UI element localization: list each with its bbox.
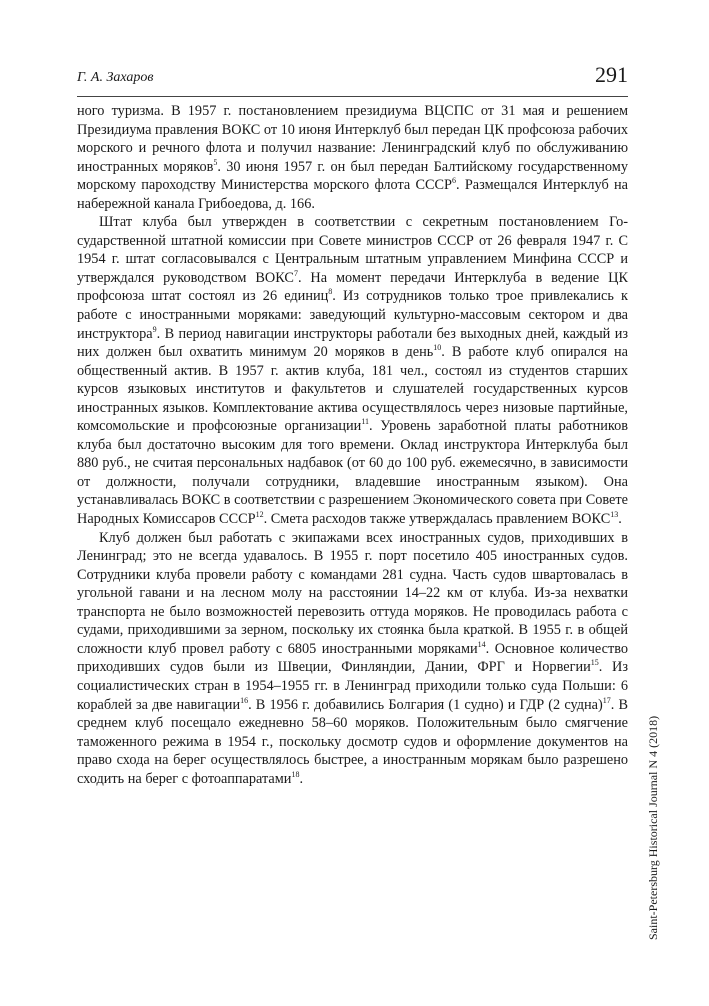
paragraph-text: . Из социалистических стран в 1954–1955 гг. в Ленинград приходили только суда Польши: 6 кораблей за две навигации bbox=[77, 659, 628, 713]
footnote-ref: 17 bbox=[602, 695, 611, 705]
paragraph-text: . bbox=[299, 770, 304, 787]
running-header bbox=[77, 62, 628, 92]
footnote-ref: 16 bbox=[240, 695, 249, 705]
paragraph-text: . В 1956 г. добавились Болгария (1 судно) и ГДР (2 судна) bbox=[248, 696, 603, 713]
paragraph-text: . Смета расходов также утверждалась правлением ВОКС bbox=[263, 511, 611, 528]
paragraph bbox=[77, 529, 628, 789]
paragraph-text: . В период навигации инструкторы работали без выходных дней, каждый из них должен был охватить минимум 20 моряков в день bbox=[77, 325, 628, 361]
header-rule bbox=[77, 96, 628, 97]
footnote-ref: 13 bbox=[610, 510, 619, 520]
paragraph-text: Клуб должен был работать с экипажами всех иностранных судов, приходивших в Ленинград; это не всегда удавалось. В 1955 г. порт посетило 405 иностранных судов. Сотрудники клуба провели работу с командами 281 судна. Часть судов швартовалась в угольной гавани и на лесном молу на расстоянии 14–22 км от клуба. Из-за нехватки транспорта не было возможностей перевозить оттуда моряков. Не проводилась работа с судами, приходившими за зерном, поскольку их стоянка была краткой. В 1955 г. в общей сложности клуб провел работу с 6805 иностранными моряками bbox=[77, 529, 628, 657]
footnote-ref: 8 bbox=[328, 287, 333, 297]
paragraph-text: Штат клуба был утвержден в соответствии с секретным постановлением Государственной штатной комиссии при Совете министров СССР от 26 февраля 1947 г. С 1954 г. штат согласовывался с Центральным штатным управлением Минфина СССР и утверждался руководством ВОКС bbox=[77, 214, 628, 286]
footnote-ref: 6 bbox=[452, 176, 457, 186]
paragraph bbox=[77, 213, 628, 528]
footnote-ref: 7 bbox=[293, 269, 298, 279]
page-number: 291 bbox=[595, 62, 628, 87]
paragraph-text: . Основное количество приходивших судов были из Швеции, Финляндии, Дании, ФРГ и Норвегии bbox=[77, 640, 628, 676]
footnote-ref: 15 bbox=[590, 658, 599, 668]
footnote-ref: 10 bbox=[433, 343, 442, 353]
paragraph-text: . Из сотрудников только трое привлекались к работе с иностранными моряками: заведующий культурно-массовым сектором и два инструктора bbox=[77, 288, 628, 342]
journal-side-caption: Saint-Petersburg Historical Journal N 4 (2018) bbox=[646, 715, 660, 940]
footnote-ref: 9 bbox=[152, 324, 157, 334]
paragraph-text: . bbox=[618, 511, 622, 528]
paragraph-text: . 30 июня 1957 г. он был передан Балтийскому государственному морскому пароходству Министерства морского флота СССР bbox=[77, 158, 628, 194]
paragraph-text: . Размещался Интерклуб на набережной канала Грибоедова, д. 166. bbox=[77, 177, 628, 212]
article-body bbox=[77, 102, 628, 788]
footnote-ref: 18 bbox=[291, 769, 300, 779]
footnote-ref: 5 bbox=[213, 157, 218, 167]
paragraph-text: . В среднем клуб посещало ежедневно 58–60 моряков. Положительным было смягчение таможенного режима в 1954 г., поскольку досмотр судов и оформление документов на право схода на берег осуществлялось быстрее, а иностранным морякам было разрешено сходить на берег с фотоаппаратами bbox=[77, 696, 628, 787]
author-name: Г. А. Захаров bbox=[77, 70, 154, 85]
footnote-ref: 14 bbox=[477, 640, 486, 650]
paragraph-text: . В работе клуб опирался на общественный актив. В 1957 г. актив клуба, 181 чел., состоял из студентов старших курсов языковых институтов и факультетов и слушателей государственных курсов иностранных языков. Комплектование актива осуществлялось через низовые партийные, комсомольские и профсоюзные организации bbox=[77, 344, 628, 435]
paragraph-text: . Уровень заработной платы работников клуба был достаточно высоким для того времени. Оклад инструктора Интерклуба был 880 руб., не считая персональных надбавок (от 60 до 100 руб. ежемесячно, в зависимости от должности, получали сотрудники, владевшие иностранным языком). Она устанавливалась ВОКС в соответствии с разрешением Экономического совета при Совете Народных Комиссаров СССР bbox=[77, 418, 628, 528]
paragraph-text: . На момент передачи Интерклуба в ведение ЦК профсоюза штат состоял из 26 единиц bbox=[77, 269, 628, 305]
paragraph bbox=[77, 102, 628, 213]
footnote-ref: 11 bbox=[361, 417, 370, 427]
paragraph-text: ного туризма. В 1957 г. постановлением президиума ВЦСПС от 31 мая и решением Президиума правления ВОКС от 10 июня Интерклуб был передан ЦК профсоюза рабочих морского и речного флота и получил название: Ленинградский клуб по обслуживанию иностранных моряков bbox=[77, 103, 628, 175]
footnote-ref: 12 bbox=[255, 510, 264, 520]
